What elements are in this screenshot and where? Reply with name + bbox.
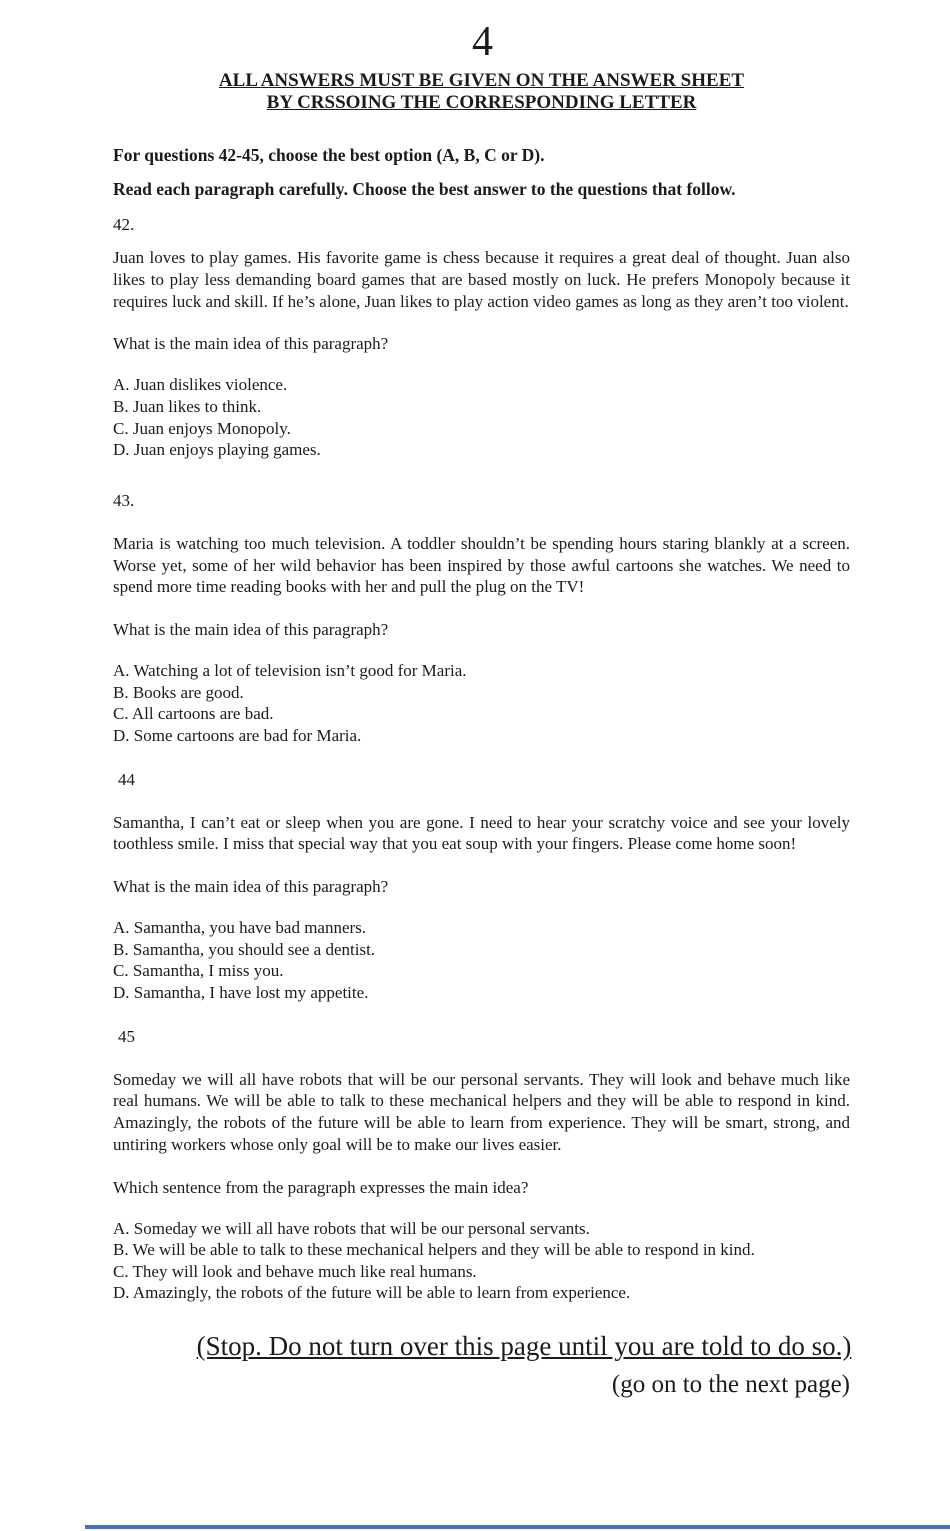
question-paragraph: Maria is watching too much television. A toddler shouldn’t be spending hours staring blankly at a screen. Worse yet, some of her wild behavior has been inspired by those awful cartoons she watches. We need to spend more time reading books with her and pull the plug on the TV! (113, 533, 850, 597)
question-block-42 (113, 215, 850, 461)
answer-option-b: B. Samantha, you should see a dentist. (113, 939, 376, 959)
answer-options (113, 660, 850, 746)
stop-notice (153, 1330, 895, 1362)
question-paragraph: Juan loves to play games. His favorite game is chess because it requires a great deal of thought. Juan also likes to play less demanding board games that are based mostly on luck. He prefers Monopoly because it requires luck and skill. If he’s alone, Juan likes to play action video games as long as they aren’t too violent. (113, 248, 850, 311)
answer-option-a: A. Samantha, you have bad manners. (113, 918, 367, 938)
question-prompt: What is the main idea of this paragraph? (113, 620, 389, 640)
question-prompt: Which sentence from the paragraph expresses the main idea? (113, 1177, 529, 1197)
question-number: 45 (118, 1026, 135, 1046)
bottom-blue-rule (85, 1525, 950, 1529)
go-on-next-page-note: (go on to the next page) (611, 1371, 850, 1399)
answer-option-d: D. Amazingly, the robots of the future will be able to learn from experience. (113, 1283, 631, 1303)
answer-option-a: A. Watching a lot of television isn’t good for Maria. (113, 661, 467, 681)
page-number: 4 (472, 19, 493, 65)
answer-option-d: D. Some cartoons are bad for Maria. (113, 725, 362, 745)
question-number: 42. (113, 215, 135, 234)
answer-options (113, 374, 850, 460)
question-paragraph: Samantha, I can’t eat or sleep when you are gone. I need to hear your scratchy voice and see your lovely toothless smile. I miss that special way that you eat soup with your fingers. Please come home soon! (113, 812, 850, 854)
answer-options (113, 917, 850, 1003)
question-number: 43. (113, 490, 135, 510)
question-prompt: What is the main idea of this paragraph? (113, 877, 389, 897)
answer-option-c: C. All cartoons are bad. (113, 704, 274, 724)
instruction-choose-option: For questions 42-45, choose the best option (A, B, C or D). (113, 145, 545, 165)
answer-sheet-notice-line2: BY CRSSOING THE CORRESPONDING LETTER (266, 92, 697, 113)
answer-option-d: D. Juan enjoys playing games. (113, 440, 321, 460)
instruction-read-paragraph: Read each paragraph carefully. Choose the best answer to the questions that follow. (113, 179, 736, 199)
stop-notice-text: (Stop. Do not turn over this page until you are told to do so.) (196, 1331, 852, 1362)
answer-option-b: B. Juan likes to think. (113, 396, 262, 416)
answer-sheet-notice (113, 70, 850, 114)
answer-option-c: C. Samantha, I miss you. (113, 961, 284, 981)
answer-option-b: B. Books are good. (113, 682, 244, 702)
question-number: 44 (118, 769, 135, 789)
question-block-44 (113, 770, 850, 1004)
question-prompt: What is the main idea of this paragraph? (113, 334, 389, 354)
question-paragraph: Someday we will all have robots that will be our personal servants. They will look and behave much like real humans. We will be able to talk to these mechanical helpers and they will be able to respond in kind. Amazingly, the robots of the future will be able to learn from experience. They will be smart, strong, and untiring workers whose only goal will be to make our lives easier. (113, 1069, 850, 1154)
question-block-45 (113, 1027, 850, 1305)
answer-sheet-notice-line1: ALL ANSWERS MUST BE GIVEN ON THE ANSWER SHEET (218, 70, 745, 91)
answer-option-a: A. Someday we will all have robots that will be our personal servants. (113, 1218, 590, 1238)
answer-option-c: C. Juan enjoys Monopoly. (113, 418, 291, 438)
answer-option-b: B. We will be able to talk to these mechanical helpers and they will be able to respond in kind. (113, 1240, 755, 1260)
answer-option-a: A. Juan dislikes violence. (113, 375, 288, 395)
answer-option-d: D. Samantha, I have lost my appetite. (113, 982, 369, 1002)
answer-options (113, 1218, 850, 1304)
question-block-43 (113, 491, 850, 747)
page-content (113, 0, 850, 1400)
answer-option-c: C. They will look and behave much like real humans. (113, 1261, 477, 1281)
